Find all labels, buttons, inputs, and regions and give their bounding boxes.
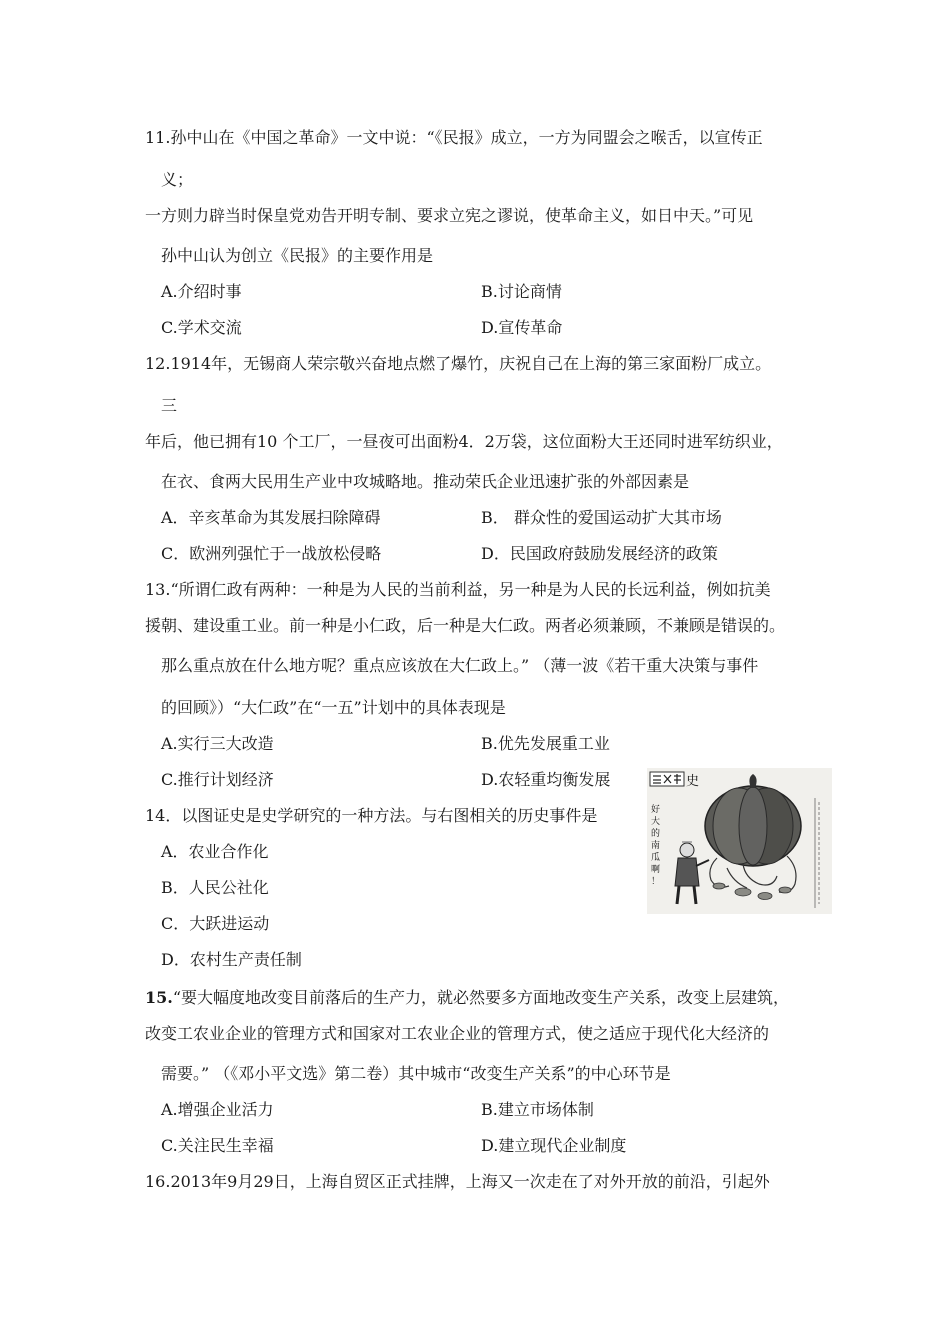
q13-option-d: D.农轻重均衡发展 [481,770,611,789]
q11-line-4: 孙中山认为创立《民报》的主要作用是 [161,246,434,265]
q13-line-2: 援朝、建设重工业。前一种是小仁政，后一种是大仁政。两者必须兼顾，不兼顾是错误的。 [145,616,786,635]
q11-line-3: 一方则力辟当时保皇党劝告开明专制、要求立宪之谬说，使革命主义，如日中天。”可见 [145,206,754,225]
q11-option-a: A.介绍时事 [161,282,242,301]
q11-option-c: C.学术交流 [161,318,242,337]
svg-text:的: 的 [651,829,661,839]
q13-line-1: 13.“所谓仁政有两种：一种是为人民的当前利益，另一种是为人民的长远利益，例如抗美 [145,580,771,599]
q12-option-d: D．民国政府鼓励发展经济的政策 [481,544,718,563]
q14-option-d: D．农村生产责任制 [161,950,302,969]
q15-line-2: 改变工农业企业的管理方式和国家对工农业企业的管理方式，使之适应于现代化大经济的 [145,1024,770,1043]
svg-text:啊: 啊 [651,865,661,875]
q14-line-1: 14．以图证史是史学研究的一种方法。与右图相关的历史事件是 [145,806,598,825]
q11-option-d: D.宣传革命 [481,318,563,337]
q15-option-c: C.关注民生幸福 [161,1136,274,1155]
q14-option-c: C．大跃进运动 [161,914,270,933]
q12-option-c: C．欧洲列强忙于一战放松侵略 [161,544,382,563]
q13-option-c: C.推行计划经济 [161,770,274,789]
q12-option-b: B． 群众性的爱国运动扩大其市场 [481,508,722,527]
svg-text:瓜: 瓜 [651,853,661,863]
q16-line-1: 16.2013年9月29日，上海自贸区正式挂牌，上海又一次走在了对外开放的前沿，引起外 [145,1172,770,1191]
q12-line-1: 12.1914年，无锡商人荣宗敬兴奋地点燃了爆竹，庆祝自己在上海的第三家面粉厂成立。 [145,354,772,373]
q13-option-b: B.优先发展重工业 [481,734,610,753]
q12-option-a: A．辛亥革命为其发展扫除障碍 [161,508,381,527]
q15-option-a: A.增强企业活力 [161,1100,274,1119]
q12-line-2: 三 [161,396,178,415]
q15-number: 15. [145,988,173,1007]
svg-text:！: ！ [651,877,661,887]
q15-line-1-text: “要大幅度地改变目前落后的生产力，就必然要多方面地改变生产关系，改变上层建筑， [172,988,790,1007]
q12-line-4: 在衣、食两大民用生产业中攻城略地。推动荣氏企业迅速扩张的外部因素是 [161,472,690,491]
pumpkin-cartoon-image [647,768,832,914]
q15-line-1 [145,988,789,1008]
q11-line-1: 11.孙中山在《中国之革命》一文中说：“《民报》成立，一方为同盟会之喉舌，以宣传正 [145,128,763,147]
q13-line-3: 那么重点放在什么地方呢？重点应该放在大仁政上。” （薄一波《若干重大决策与事件 [161,656,759,675]
q12-line-3: 年后，他已拥有10 个工厂，一昼夜可出面粉4．2万袋，这位面粉大王还同时进军纺织业， [145,432,783,451]
svg-text:好: 好 [651,805,661,815]
q15-line-3: 需要。” （《邓小平文选》第二卷）其中城市“改变生产关系”的中心环节是 [161,1064,671,1083]
svg-text:南: 南 [651,841,661,851]
q15-option-b: B.建立市场体制 [481,1100,594,1119]
q11-line-2: 义； [161,170,194,189]
q11-option-b: B.讨论商情 [481,282,562,301]
q13-line-4: 的回顾》）“大仁政”在“一五”计划中的具体表现是 [161,698,506,717]
cartoon-corner-char: 史 [686,774,700,789]
q14-option-a: A．农业合作化 [161,842,269,861]
q15-option-d: D.建立现代企业制度 [481,1136,627,1155]
q14-option-b: B．人民公社化 [161,878,269,897]
q13-option-a: A.实行三大改造 [161,734,274,753]
svg-text:大: 大 [651,817,661,827]
